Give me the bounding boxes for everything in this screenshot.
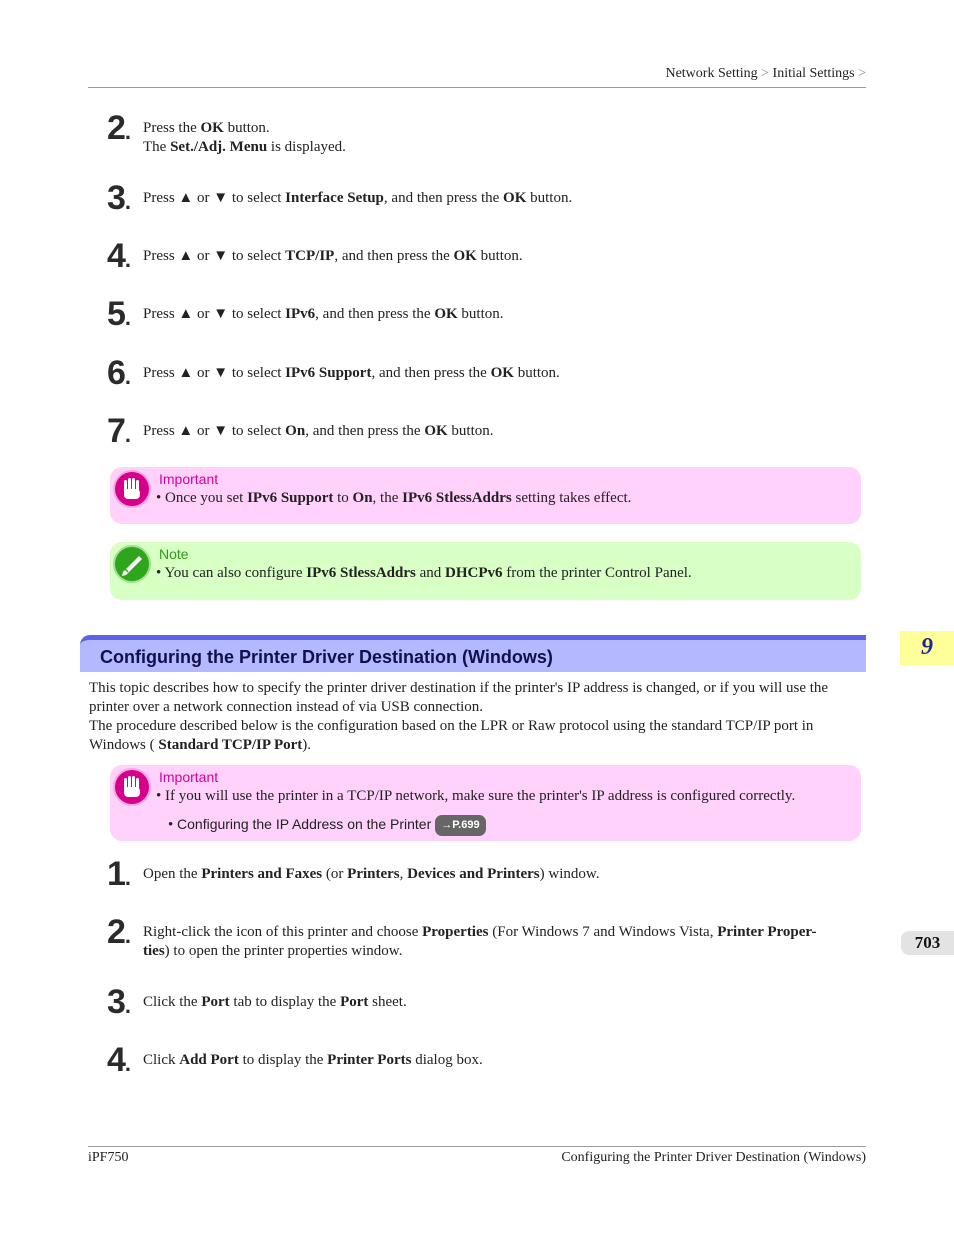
text-fragment: , and then press the	[383, 190, 504, 206]
bold-term: Add Port	[179, 1052, 239, 1068]
bold-term: Properties	[422, 924, 489, 940]
important-hand-icon	[115, 770, 149, 804]
page-header	[88, 66, 866, 88]
intro-paragraph: This topic describes how to specify the printer driver destination if the printer's IP address is changed, or if you will use the printer over a network connection instead of via USB connection. The procedure described below is the configuration based on the LPR or Raw protocol using the standard TCP/IP port in Windows ( Standard TCP/IP Port).	[89, 680, 829, 753]
step-number: 6	[107, 354, 125, 392]
text-fragment: Press ▲ or ▼ to select	[143, 190, 286, 206]
bold-term: IPv6 Support	[285, 365, 372, 381]
page-reference-badge[interactable]: →P.699	[435, 815, 485, 836]
important-text	[156, 787, 846, 806]
text-fragment: ) to open the printer properties window.	[164, 943, 403, 959]
step-text	[143, 305, 858, 324]
bold-term: DHCPv6	[445, 565, 503, 581]
text-fragment: Press ▲ or ▼ to select	[143, 423, 286, 439]
breadcrumb-initial-settings: Initial Settings	[772, 66, 855, 81]
text-fragment: Once you set	[165, 490, 248, 506]
step-text	[143, 364, 858, 383]
text-fragment: The procedure described below is the configuration based on the LPR or Raw protocol using the standard TCP/IP port in Windows (	[89, 718, 814, 753]
step-number: 4	[107, 1041, 125, 1079]
text-fragment: , and then press the	[315, 306, 435, 322]
text-fragment: button.	[223, 120, 270, 136]
breadcrumb-separator: >	[761, 66, 770, 81]
important-hand-icon	[115, 472, 149, 506]
text-fragment: The	[143, 139, 171, 155]
footer-model: iPF750	[88, 1150, 129, 1165]
bold-term: OK	[434, 306, 458, 322]
bold-term: OK	[453, 248, 477, 264]
note-label: Note	[159, 546, 189, 562]
bold-term: On	[352, 490, 373, 506]
text-fragment: •	[156, 565, 162, 581]
step-number: 5	[107, 295, 125, 333]
important-text	[156, 489, 846, 508]
text-fragment: Press the	[143, 120, 201, 136]
step-number: 4	[107, 237, 125, 275]
step-number: 7	[107, 412, 125, 450]
bold-term: Standard TCP/IP Port	[158, 737, 303, 753]
breadcrumb-network-setting: Network Setting	[665, 66, 758, 81]
step-text	[143, 923, 858, 961]
text-fragment: •	[156, 788, 162, 804]
bold-term: Devices and Printers	[407, 866, 540, 882]
text-fragment: button.	[476, 248, 523, 264]
text-fragment: ).	[302, 737, 312, 753]
text-fragment: You can also configure	[164, 565, 307, 581]
page-number: 703	[901, 931, 954, 955]
bold-term: IPv6 StlessAddrs	[402, 490, 512, 506]
step-text	[143, 189, 858, 208]
text-fragment: (or	[322, 866, 348, 882]
text-fragment: ) window.	[539, 866, 600, 882]
bold-term: IPv6 Support	[247, 490, 334, 506]
important-label: Important	[159, 471, 219, 487]
bold-term: Printers and Faxes	[201, 866, 323, 882]
important-box	[110, 467, 861, 524]
text-fragment: button.	[457, 306, 504, 322]
note-text	[156, 564, 846, 583]
step-number: 1	[107, 855, 125, 893]
footer-section-title: Configuring the Printer Driver Destination (Windows)	[561, 1150, 866, 1165]
breadcrumb-separator: >	[858, 66, 866, 81]
text-fragment: Open the	[143, 866, 202, 882]
step-text	[143, 247, 858, 266]
text-fragment: setting takes effect.	[511, 490, 632, 506]
bold-term: TCP/IP	[285, 248, 335, 264]
section-title: Configuring the Printer Driver Destination (Windows)	[100, 647, 553, 667]
bold-term: Port	[201, 994, 230, 1010]
text-fragment: is displayed.	[267, 139, 346, 155]
text-fragment: Press ▲ or ▼ to select	[143, 365, 286, 381]
bold-term: Port	[340, 994, 369, 1010]
text-fragment: , and then press the	[334, 248, 454, 264]
bold-term: OK	[503, 190, 527, 206]
bold-term: On	[285, 423, 306, 439]
text-fragment: sheet.	[368, 994, 407, 1010]
bold-term: OK	[490, 365, 514, 381]
text-fragment: , and then press the	[305, 423, 425, 439]
step-number: 2	[107, 913, 125, 951]
text-fragment: to	[333, 490, 353, 506]
bold-term: ties	[143, 943, 165, 959]
section-header	[80, 635, 866, 672]
step-text	[143, 119, 858, 157]
text-fragment: dialog box.	[411, 1052, 483, 1068]
bold-term: Printer Proper-	[717, 924, 817, 940]
text-fragment: (For Windows 7 and Windows Vista,	[488, 924, 718, 940]
text-fragment: Right-click the icon of this printer and choose	[143, 924, 423, 940]
text-fragment: Press ▲ or ▼ to select	[143, 306, 286, 322]
text-fragment: Click the	[143, 994, 202, 1010]
step-text	[143, 1051, 858, 1070]
text-fragment: button.	[447, 423, 494, 439]
text-fragment: If you will use the printer in a TCP/IP network, make sure the printer's IP address is configured correctly.	[165, 788, 796, 804]
text-fragment: •	[168, 817, 174, 833]
text-fragment: , the	[372, 490, 403, 506]
text-fragment: from the printer Control Panel.	[502, 565, 692, 581]
step-number: 3	[107, 179, 125, 217]
bold-term: OK	[424, 423, 448, 439]
text-fragment: to display the	[238, 1052, 328, 1068]
chapter-tab[interactable]: 9	[900, 631, 954, 665]
step-text	[143, 993, 858, 1012]
bold-term: Printers	[347, 866, 400, 882]
important-box	[110, 765, 861, 841]
text-fragment: button.	[526, 190, 573, 206]
bold-term: OK	[200, 120, 224, 136]
link-item	[168, 815, 858, 836]
note-box	[110, 542, 861, 600]
bold-term: IPv6	[285, 306, 316, 322]
text-fragment: button.	[513, 365, 560, 381]
text-fragment: •	[156, 490, 162, 506]
important-label: Important	[159, 769, 219, 785]
text-fragment: and	[415, 565, 446, 581]
bold-term: Set./Adj. Menu	[170, 139, 268, 155]
text-fragment: , and then press the	[371, 365, 491, 381]
text-fragment: ,	[399, 866, 408, 882]
ip-address-link[interactable]: Configuring the IP Address on the Printer	[177, 816, 432, 832]
page-footer	[88, 1146, 866, 1165]
pencil-note-icon	[115, 547, 149, 581]
text-fragment: tab to display the	[229, 994, 341, 1010]
step-text	[143, 422, 858, 441]
text-fragment: Press ▲ or ▼ to select	[143, 248, 286, 264]
bold-term: Printer Ports	[327, 1052, 412, 1068]
bold-term: Interface Setup	[285, 190, 384, 206]
step-number: 2	[107, 109, 125, 147]
step-text	[143, 865, 858, 884]
text-fragment: Click	[143, 1052, 180, 1068]
step-number: 3	[107, 983, 125, 1021]
bold-term: IPv6 StlessAddrs	[306, 565, 416, 581]
